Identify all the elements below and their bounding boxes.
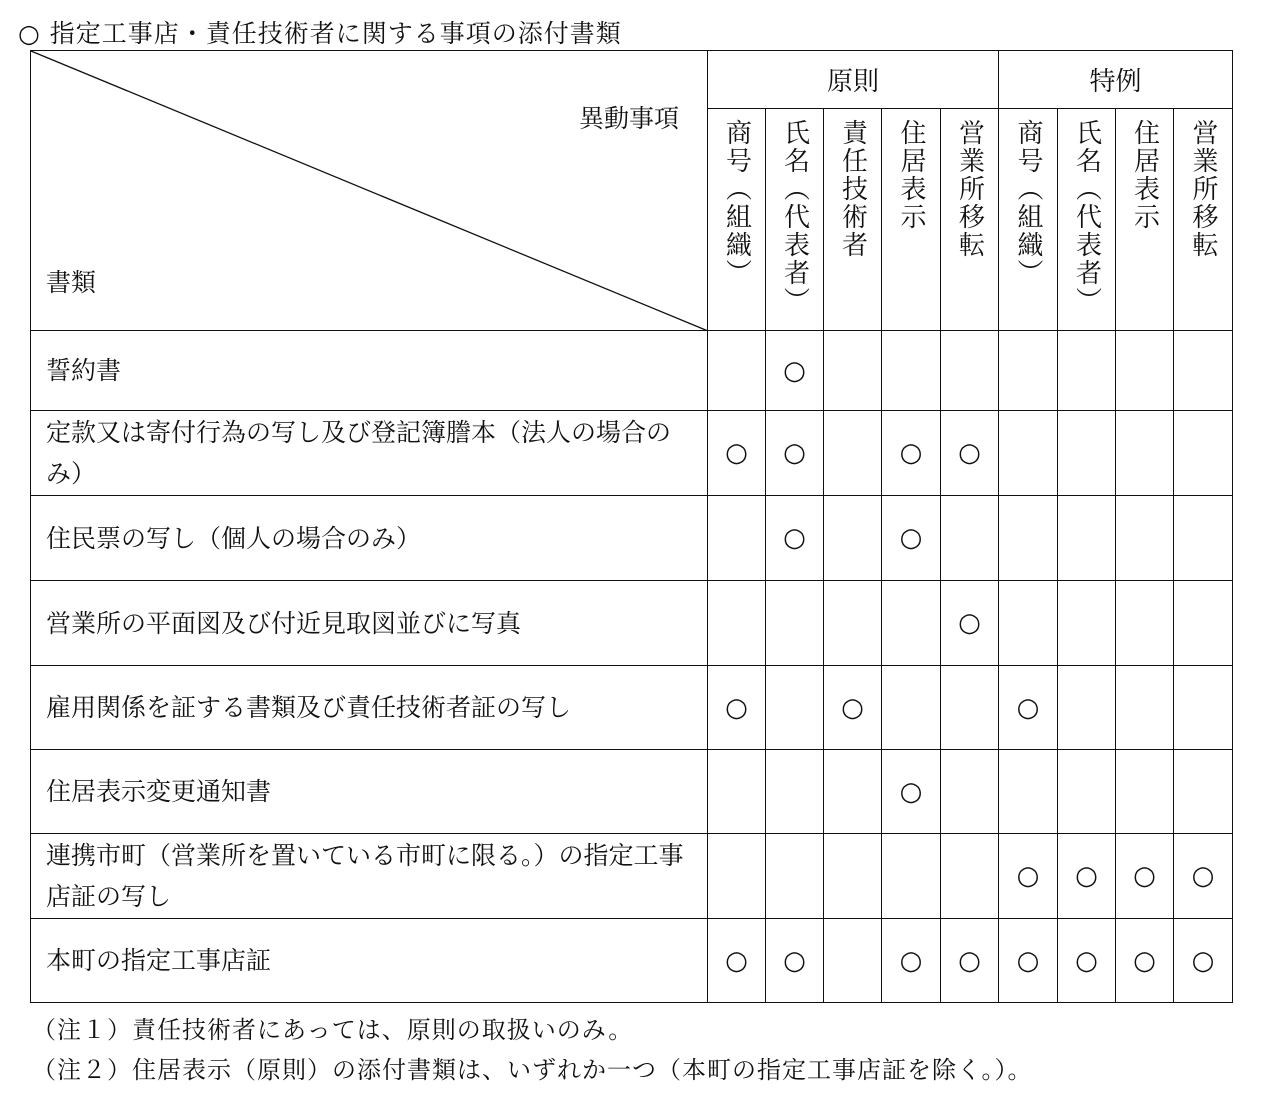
required-mark: ○ — [1116, 834, 1174, 919]
column-header-label: 営業所移転 — [1188, 119, 1218, 259]
empty-cell — [999, 331, 1058, 411]
empty-cell — [1174, 581, 1233, 666]
column-header — [882, 109, 941, 331]
empty-cell — [1116, 331, 1174, 411]
empty-cell — [1058, 666, 1116, 750]
empty-cell — [941, 834, 999, 919]
empty-cell — [882, 581, 941, 666]
table-row — [31, 919, 1233, 1003]
required-mark: ○ — [1116, 919, 1174, 1003]
document-name: 連携市町（営業所を置いている市町に限る。）の指定工事店証の写し — [31, 834, 708, 919]
group-header-principle: 原則 — [708, 51, 999, 109]
attachment-table — [30, 50, 1233, 1003]
column-header-label: 氏名（代表者） — [1071, 119, 1102, 315]
document-name: 住居表示変更通知書 — [31, 750, 708, 834]
column-header-label: 氏名（代表者） — [779, 119, 810, 315]
empty-cell — [941, 666, 999, 750]
empty-cell — [708, 834, 766, 919]
required-mark: ○ — [1174, 834, 1233, 919]
empty-cell — [1116, 496, 1174, 581]
required-mark: ○ — [882, 496, 941, 581]
required-mark: ○ — [1174, 919, 1233, 1003]
empty-cell — [766, 834, 824, 919]
empty-cell — [999, 750, 1058, 834]
empty-cell — [1058, 750, 1116, 834]
document-name: 雇用関係を証する書類及び責任技術者証の写し — [31, 666, 708, 750]
document-name: 本町の指定工事店証 — [31, 919, 708, 1003]
empty-cell — [1174, 331, 1233, 411]
column-header — [1058, 109, 1116, 331]
documents-label: 書類 — [46, 268, 97, 297]
section-title: ○ 指定工事店・責任技術者に関する事項の添付書類 — [18, 19, 622, 48]
column-header-label: 住居表示 — [1129, 119, 1160, 231]
required-mark: ○ — [708, 919, 766, 1003]
empty-cell — [1116, 581, 1174, 666]
document-name: 定款又は寄付行為の写し及び登記簿謄本（法人の場合のみ） — [31, 411, 708, 496]
empty-cell — [1174, 411, 1233, 496]
empty-cell — [766, 750, 824, 834]
column-header — [824, 109, 882, 331]
empty-cell — [882, 834, 941, 919]
column-header-label: 責任技術者 — [837, 119, 868, 259]
required-mark: ○ — [708, 666, 766, 750]
required-mark: ○ — [941, 581, 999, 666]
required-mark: ○ — [882, 919, 941, 1003]
table-row — [31, 331, 1233, 411]
document-name: 営業所の平面図及び付近見取図並びに写真 — [31, 581, 708, 666]
required-mark: ○ — [999, 919, 1058, 1003]
empty-cell — [941, 331, 999, 411]
required-mark: ○ — [941, 919, 999, 1003]
column-header — [708, 109, 766, 331]
table-row — [31, 411, 1233, 496]
empty-cell — [824, 919, 882, 1003]
empty-cell — [1174, 496, 1233, 581]
empty-cell — [999, 411, 1058, 496]
required-mark: ○ — [766, 496, 824, 581]
empty-cell — [824, 331, 882, 411]
empty-cell — [999, 581, 1058, 666]
empty-cell — [708, 750, 766, 834]
change-items-label: 異動事項 — [578, 104, 679, 133]
empty-cell — [999, 496, 1058, 581]
table-row — [31, 834, 1233, 919]
column-header-label: 商号（組織） — [721, 119, 752, 287]
document-name: 誓約書 — [31, 331, 708, 411]
empty-cell — [708, 496, 766, 581]
empty-cell — [824, 834, 882, 919]
empty-cell — [1058, 581, 1116, 666]
table-row — [31, 750, 1233, 834]
empty-cell — [1116, 411, 1174, 496]
empty-cell — [1058, 411, 1116, 496]
empty-cell — [766, 666, 824, 750]
empty-cell — [1058, 496, 1116, 581]
required-mark: ○ — [1058, 834, 1116, 919]
required-mark: ○ — [708, 411, 766, 496]
document-name: 住民票の写し（個人の場合のみ） — [31, 496, 708, 581]
empty-cell — [1058, 331, 1116, 411]
table-row — [31, 581, 1233, 666]
empty-cell — [708, 581, 766, 666]
required-mark: ○ — [1058, 919, 1116, 1003]
empty-cell — [941, 496, 999, 581]
empty-cell — [941, 750, 999, 834]
diagonal-line — [31, 51, 708, 331]
empty-cell — [1116, 666, 1174, 750]
note-1: （注１）責任技術者にあっては、原則の取扱いのみ。 — [32, 1016, 634, 1044]
empty-cell — [824, 581, 882, 666]
column-header — [1174, 109, 1233, 331]
column-header — [999, 109, 1058, 331]
note-2: （注２）住居表示（原則）の添付書類は、いずれか一つ（本町の指定工事店証を除く。）。 — [32, 1056, 1033, 1084]
empty-cell — [824, 750, 882, 834]
required-mark: ○ — [824, 666, 882, 750]
table-row — [31, 496, 1233, 581]
group-header-exception: 特例 — [999, 51, 1233, 109]
required-mark: ○ — [882, 750, 941, 834]
corner-header-cell — [31, 51, 708, 331]
required-mark: ○ — [941, 411, 999, 496]
column-header — [766, 109, 824, 331]
column-header — [941, 109, 999, 331]
required-mark: ○ — [766, 919, 824, 1003]
column-header-label: 商号（組織） — [1013, 119, 1043, 287]
empty-cell — [1174, 666, 1233, 750]
required-mark: ○ — [999, 666, 1058, 750]
empty-cell — [882, 666, 941, 750]
required-mark: ○ — [766, 411, 824, 496]
empty-cell — [824, 496, 882, 581]
column-header-label: 営業所移転 — [954, 119, 985, 259]
required-mark: ○ — [766, 331, 824, 411]
empty-cell — [882, 331, 941, 411]
empty-cell — [1174, 750, 1233, 834]
table-row — [31, 666, 1233, 750]
empty-cell — [766, 581, 824, 666]
empty-cell — [708, 331, 766, 411]
empty-cell — [824, 411, 882, 496]
empty-cell — [1116, 750, 1174, 834]
column-header-label: 住居表示 — [896, 119, 926, 231]
column-header — [1116, 109, 1174, 331]
required-mark: ○ — [999, 834, 1058, 919]
required-mark: ○ — [882, 411, 941, 496]
